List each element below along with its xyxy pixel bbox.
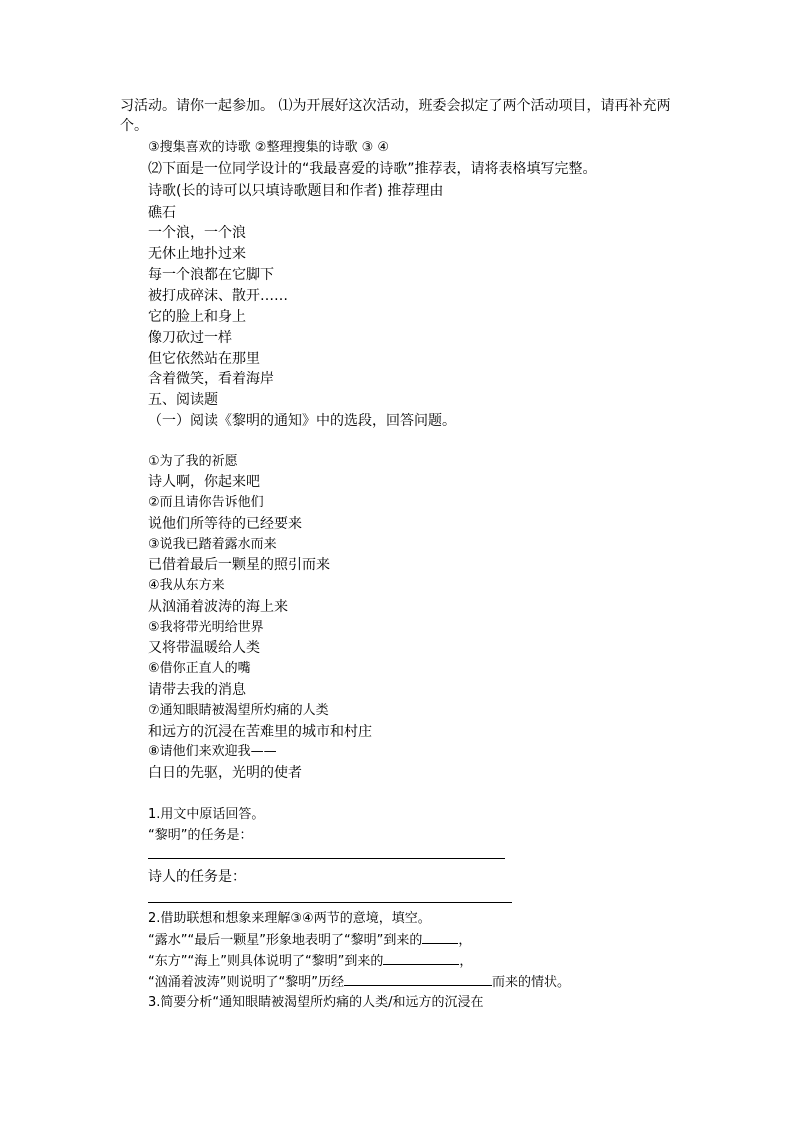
question-2a-text: “露水”“最后一颗星”形象地表明了“黎明”到来的	[148, 933, 423, 948]
poem-line: ⑤我将带光明给世界	[148, 620, 264, 635]
question-2a	[148, 930, 471, 951]
poem-line: 白日的先驱，光明的使者	[148, 765, 302, 781]
poem-line: 又将带温暖给人类	[148, 640, 260, 656]
poem-line: 但它依然站在那里	[148, 351, 260, 367]
question-2: 2.借助联想和想象来理解③④两节的意境，填空。	[148, 911, 431, 926]
question-3: 3.简要分析“通知眼睛被渴望所灼痛的人类/和远方的沉浸在	[148, 995, 484, 1010]
question-2-prompt: ⑵下面是一位同学设计的“我最喜爱的诗歌”推荐表，请将表格填写完整。	[148, 161, 597, 177]
question-1b: 诗人的任务是：	[148, 869, 246, 885]
poem-line: ⑦通知眼睛被渴望所灼痛的人类	[148, 703, 329, 718]
question-2c	[148, 972, 570, 993]
question-2c-text: “汹涌着波涛”则说明了“黎明”历经	[148, 975, 344, 990]
question-1: 1.用文中原话回答。	[148, 807, 265, 822]
answer-line[interactable]	[148, 902, 512, 903]
poem-line: 含着微笑，看着海岸	[148, 371, 274, 387]
question-2b-text: “东方”“海上”则具体说明了“黎明”到来的	[148, 954, 384, 969]
activity-items: ③搜集喜欢的诗歌 ②整理搜集的诗歌 ③ ④	[148, 140, 390, 155]
poem-line: 已借着最后一颗星的照引而来	[148, 557, 330, 573]
section-heading: 五、阅读题	[148, 392, 218, 408]
table-header: 诗歌(长的诗可以只填诗歌题目和作者) 推荐理由	[148, 183, 444, 199]
fill-blank[interactable]	[422, 930, 458, 944]
intro-line-1: 习活动。请你一起参加。 ⑴为开展好这次活动，班委会拟定了两个活动项目，请再补充两	[120, 98, 671, 114]
poem-line: 从汹涌着波涛的海上来	[148, 599, 288, 615]
poem-line: 每一个浪都在它脚下	[148, 267, 274, 283]
fill-blank[interactable]	[383, 951, 459, 965]
poem-line: ②而且请你告诉他们	[148, 495, 264, 510]
poem-line: ⑥借你正直人的嘴	[148, 661, 251, 676]
punctuation: ，	[459, 954, 473, 969]
poem-line: 一个浪，一个浪	[148, 225, 246, 241]
poem-title: 礁石	[148, 205, 176, 221]
poem-line: ①为了我的祈愿	[148, 454, 238, 469]
question-1a: “黎明”的任务是：	[148, 828, 253, 843]
poem-line: 诗人啊，你起来吧	[148, 474, 260, 490]
poem-line: 说他们所等待的已经要来	[148, 516, 302, 532]
poem-line: 请带去我的消息	[148, 682, 246, 698]
question-2c-tail: 而来的情状。	[491, 975, 570, 990]
fill-blank[interactable]	[344, 972, 492, 986]
poem-line: 无休止地扑过来	[148, 246, 246, 262]
poem-line: ⑧请他们来欢迎我——	[148, 744, 277, 759]
punctuation: ，	[458, 933, 472, 948]
poem-line: 被打成碎沫、散开……	[148, 288, 288, 304]
poem-line: 和远方的沉浸在苦难里的城市和村庄	[148, 724, 372, 740]
poem-line: 它的脸上和身上	[148, 309, 246, 325]
answer-line[interactable]	[148, 858, 505, 859]
question-2b	[148, 951, 472, 972]
poem-line: 像刀砍过一样	[148, 330, 232, 346]
poem-line: ③说我已踏着露水而来	[148, 537, 277, 552]
section-subheading: （一）阅读《黎明的通知》中的选段，回答问题。	[148, 413, 456, 429]
intro-line-2: 个。	[120, 118, 148, 134]
poem-line: ④我从东方来	[148, 578, 225, 593]
